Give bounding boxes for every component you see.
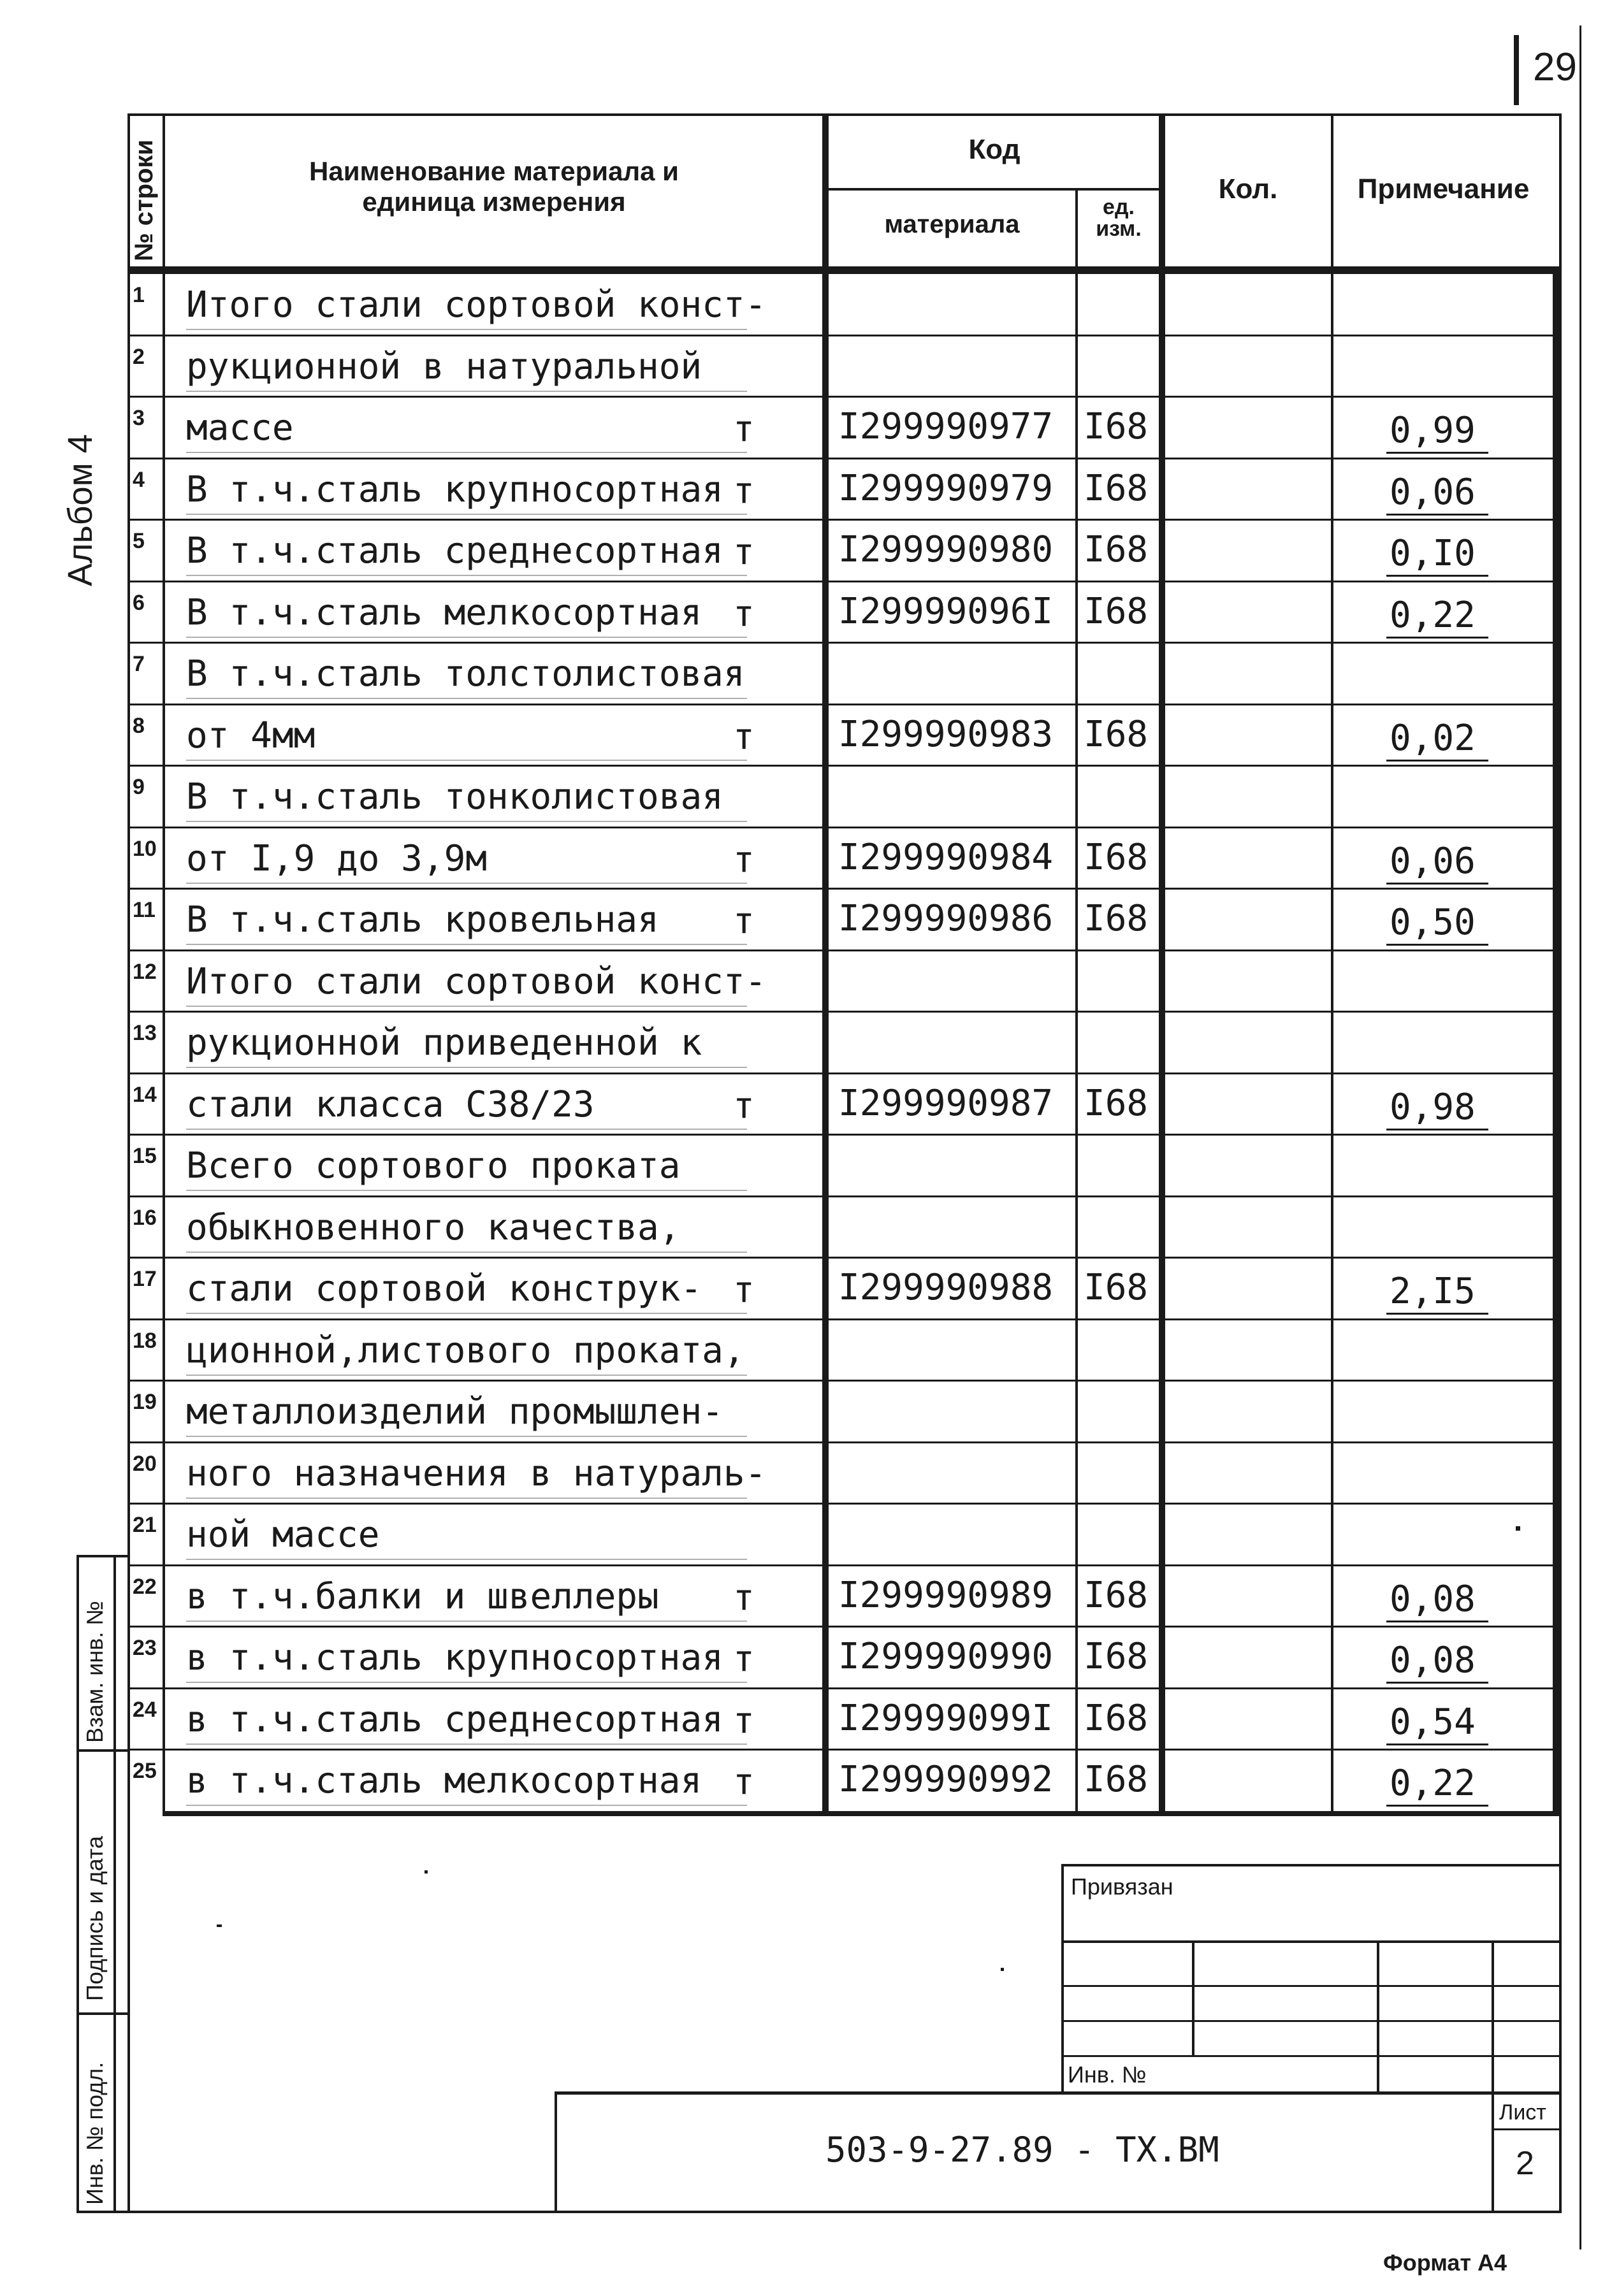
row-unit-code: I68 (1084, 1636, 1149, 1677)
row-note: 0,I0 (1390, 533, 1476, 574)
row-unit-code: I68 (1084, 1267, 1149, 1308)
row-number: 17 (133, 1267, 157, 1291)
row-unit-code: I68 (1084, 406, 1149, 447)
row-material-code: I299990977 (838, 406, 1054, 447)
row-material-code: I29999099I (838, 1697, 1054, 1739)
row-material-name: обыкновенного качества, (186, 1206, 681, 1248)
tb-designation: 503-9-27.89 - ТХ.ВМ (825, 2130, 1219, 2170)
row-material-code: I299990992 (838, 1759, 1054, 1800)
row-material-code: I29999096I (838, 590, 1054, 632)
row-material-name: рукционной в натуральной (186, 345, 702, 387)
speck-1 (1516, 1526, 1520, 1531)
tb-main-left (555, 2091, 557, 2213)
row-material-name: В т.ч.сталь мелкосортная (186, 591, 702, 633)
tb-privyazan-top (1061, 1864, 1562, 1866)
row-unit: т (733, 1700, 755, 1742)
row-material-name: В т.ч.сталь толстолистовая (186, 653, 745, 695)
row-separator (130, 1072, 1558, 1074)
row-number: 15 (133, 1144, 157, 1168)
row-material-code: I299990989 (838, 1574, 1054, 1616)
name-underline (186, 637, 747, 638)
header-material-name: Наименование материала и единица измерения (309, 156, 679, 217)
tb-inv-no: Инв. № (1068, 2061, 1147, 2088)
stamp-vzam-inv: Взам. инв. № (82, 1600, 108, 1743)
note-underline (1386, 1129, 1488, 1130)
tb-sheet-number: 2 (1516, 2145, 1534, 2182)
row-unit-code: I68 (1084, 1574, 1149, 1616)
row-note: 0,50 (1390, 902, 1476, 943)
note-underline (1386, 575, 1488, 577)
name-underline (186, 1559, 747, 1560)
table-left-border (127, 113, 130, 2213)
row-number: 9 (133, 775, 145, 799)
row-material-code: I299990983 (838, 713, 1054, 755)
name-underline (186, 1313, 747, 1314)
note-underline (1386, 883, 1488, 884)
page-format: Формат А4 (1383, 2249, 1507, 2276)
header-note: Примечание (1357, 173, 1530, 205)
row-separator (130, 1380, 1558, 1382)
note-underline (1386, 944, 1488, 946)
row-note: 0,22 (1390, 594, 1476, 636)
stamp-col-divider (113, 1555, 116, 2211)
qty-note-divider (1331, 113, 1333, 1816)
row-separator (130, 581, 1558, 582)
row-material-code: I299990980 (838, 529, 1054, 570)
row-note: 0,06 (1390, 840, 1476, 882)
row-note: 2,I5 (1390, 1271, 1476, 1312)
body-bottom-line (163, 1811, 1562, 1816)
row-separator (130, 642, 1558, 644)
row-number: 21 (133, 1513, 157, 1537)
name-underline (186, 1436, 747, 1437)
tb-row-1 (1061, 1940, 1562, 1943)
row-material-name: Итого стали сортовой конст- (186, 284, 767, 326)
row-separator (130, 1503, 1558, 1505)
name-underline (186, 1682, 747, 1683)
tb-sheet-line (1492, 2128, 1562, 2130)
name-underline (186, 575, 747, 576)
tb-main-top (555, 2091, 1562, 2095)
row-unit: т (733, 1085, 755, 1127)
row-material-name: металлоизделий промышлен- (186, 1391, 723, 1433)
tb-col-3 (1492, 1940, 1494, 2211)
row-unit-code: I68 (1084, 836, 1149, 878)
row-note: 0,02 (1390, 717, 1476, 759)
row-unit-code: I68 (1084, 467, 1149, 509)
row-separator (130, 827, 1558, 828)
name-underline (186, 1067, 747, 1068)
stamp-inv-podl: Инв. № подл. (82, 2061, 108, 2205)
row-number: 19 (133, 1390, 157, 1414)
row-material-code: I299990988 (838, 1267, 1054, 1308)
row-material-name: в т.ч.сталь среднесортная (186, 1698, 723, 1740)
note-underline (1386, 760, 1488, 762)
code-qty-divider (1159, 113, 1165, 1816)
name-underline (186, 391, 747, 392)
name-underline (186, 883, 747, 884)
row-material-name: В т.ч.сталь среднесортная (186, 530, 723, 572)
row-separator (130, 1134, 1558, 1136)
frame-bottom-border (127, 2211, 1562, 2213)
row-unit: т (733, 900, 755, 942)
note-underline (1386, 1805, 1488, 1807)
name-underline (186, 1498, 747, 1499)
header-row-number: № строки (130, 139, 158, 261)
row-material-name: от I,9 до 3,9м (186, 837, 488, 879)
row-material-name: стали класса С38/23 (186, 1083, 595, 1125)
row-number: 22 (133, 1574, 157, 1599)
page-number: 29 (1533, 45, 1577, 89)
name-underline (186, 944, 747, 945)
row-material-code: I299990984 (838, 836, 1054, 878)
row-note: 0,54 (1390, 1701, 1476, 1743)
row-material-name: ционной,листового проката, (186, 1329, 745, 1371)
stamp-sep-1 (76, 1749, 130, 1752)
row-material-code: I299990986 (838, 898, 1054, 939)
row-number: 7 (133, 652, 145, 676)
row-separator (130, 458, 1558, 459)
note-underline (1386, 452, 1488, 454)
row-unit: т (733, 408, 755, 450)
name-underline (186, 329, 747, 330)
note-underline (1386, 1313, 1488, 1315)
row-unit-code: I68 (1084, 590, 1149, 632)
row-separator (130, 1318, 1558, 1320)
row-material-code: I299990990 (838, 1636, 1054, 1677)
row-material-name: Итого стали сортовой конст- (186, 960, 767, 1002)
row-unit-code: I68 (1084, 898, 1149, 939)
stamp-sep-2 (76, 2012, 130, 2015)
row-separator (130, 949, 1558, 951)
name-underline (186, 760, 747, 761)
row-separator (130, 396, 1558, 398)
row-number: 11 (133, 898, 156, 922)
row-separator (130, 888, 1558, 890)
row-separator (130, 704, 1558, 705)
row-separator (130, 765, 1558, 767)
row-material-code: I299990987 (838, 1082, 1054, 1124)
album-label: Альбом 4 (61, 434, 99, 586)
row-material-name: стали сортовой конструк- (186, 1268, 702, 1310)
row-separator (130, 1564, 1558, 1566)
row-number: 4 (133, 467, 145, 492)
speck-3 (217, 1924, 222, 1927)
row-material-name: ной массе (186, 1514, 380, 1556)
row-unit-code: I68 (1084, 1082, 1149, 1124)
row-unit: т (733, 531, 755, 573)
speck-2 (425, 1870, 428, 1874)
name-underline (186, 1252, 747, 1253)
row-separator (130, 1257, 1558, 1259)
row-number: 18 (133, 1328, 157, 1353)
table-top-border (127, 113, 1562, 116)
row-material-name: В т.ч.сталь крупносортная (186, 468, 723, 510)
tb-sheet-label: Лист (1499, 2100, 1546, 2125)
header-quantity: Кол. (1218, 173, 1278, 205)
tb-col-2 (1377, 1940, 1379, 2093)
row-number: 20 (133, 1451, 157, 1476)
tb-privyazan-left (1061, 1864, 1064, 2093)
row-unit-code: I68 (1084, 713, 1149, 755)
row-number: 24 (133, 1697, 157, 1722)
code-left-border (822, 113, 829, 1816)
note-underline (1386, 637, 1488, 639)
name-underline (186, 698, 747, 699)
tb-row-4 (1061, 2055, 1562, 2057)
row-separator (130, 1749, 1558, 1751)
tb-privyazan: Привязан (1071, 1874, 1173, 1900)
row-unit: т (733, 839, 755, 881)
row-number: 3 (133, 406, 145, 430)
row-separator (130, 519, 1558, 521)
note-underline (1386, 1682, 1488, 1684)
row-separator (130, 1441, 1558, 1443)
row-number: 25 (133, 1759, 157, 1783)
name-underline (186, 514, 747, 515)
row-material-name: массе (186, 407, 294, 449)
edge-line (1579, 25, 1581, 2249)
row-unit: т (733, 593, 755, 635)
name-underline (186, 1375, 747, 1376)
row-separator (130, 1195, 1558, 1197)
row-separator (130, 1011, 1558, 1013)
row-material-name: в т.ч.балки и швеллеры (186, 1575, 659, 1617)
row-note: 0,22 (1390, 1763, 1476, 1804)
row-unit: т (733, 1269, 755, 1311)
row-number: 2 (133, 344, 145, 369)
code-unit-divider (1075, 188, 1078, 1816)
header-rowno-divider (163, 113, 165, 1816)
row-unit-code: I68 (1084, 529, 1149, 570)
row-note: 0,08 (1390, 1578, 1476, 1620)
stamp-outer-left (76, 1555, 79, 2211)
speck-4 (1001, 1968, 1004, 1971)
page-number-tick (1514, 35, 1519, 105)
row-material-name: В т.ч.сталь тонколистовая (186, 776, 723, 818)
row-number: 14 (133, 1082, 157, 1107)
tb-col-1 (1192, 1940, 1194, 2055)
stamp-bottom (76, 2211, 130, 2213)
note-underline (1386, 1621, 1488, 1622)
header-code: Код (968, 134, 1020, 165)
note-underline (1386, 1744, 1488, 1745)
row-number: 6 (133, 590, 145, 615)
code-subheader-line (825, 188, 1161, 191)
row-number: 5 (133, 529, 145, 553)
row-unit-code: I68 (1084, 1759, 1149, 1800)
row-unit: т (733, 470, 755, 512)
row-separator (130, 335, 1558, 336)
tb-row-3 (1061, 2020, 1562, 2022)
header-material-code: материала (884, 210, 1020, 238)
row-unit: т (733, 716, 755, 758)
row-unit: т (733, 1761, 755, 1803)
stamp-podpis-data: Подпись и дата (82, 1836, 108, 2001)
row-unit-code: I68 (1084, 1697, 1149, 1739)
row-number: 1 (133, 283, 145, 307)
name-underline (186, 1129, 747, 1130)
row-number: 16 (133, 1205, 157, 1230)
row-number: 13 (133, 1021, 157, 1045)
row-note: 0,98 (1390, 1086, 1476, 1128)
header-bottom-line (127, 266, 1562, 274)
row-number: 12 (133, 959, 157, 984)
tb-row-2 (1061, 1985, 1562, 1987)
row-material-code: I299990979 (838, 467, 1054, 509)
row-material-name: Всего сортового проката (186, 1145, 681, 1187)
header-unit-code: ед. изм. (1096, 195, 1142, 241)
row-number: 8 (133, 713, 145, 738)
name-underline (186, 452, 747, 453)
name-underline (186, 821, 747, 822)
row-unit: т (733, 1638, 755, 1680)
row-note: 0,06 (1390, 471, 1476, 513)
row-note: 0,08 (1390, 1640, 1476, 1681)
row-material-name: от 4мм (186, 714, 316, 756)
row-number: 10 (133, 836, 157, 861)
name-underline (186, 1805, 747, 1806)
row-note: 0,99 (1390, 410, 1476, 451)
name-underline (186, 1621, 747, 1622)
row-material-name: В т.ч.сталь кровельная (186, 899, 659, 941)
row-separator (130, 1687, 1558, 1689)
row-separator (130, 1626, 1558, 1628)
note-underline (1386, 514, 1488, 516)
body-right-border (1553, 266, 1560, 1816)
name-underline (186, 1744, 747, 1745)
name-underline (186, 1006, 747, 1007)
row-material-name: ного назначения в натураль- (186, 1452, 767, 1494)
row-unit: т (733, 1577, 755, 1619)
row-material-name: в т.ч.сталь мелкосортная (186, 1760, 702, 1801)
stamp-top (76, 1555, 130, 1557)
name-underline (186, 1190, 747, 1191)
row-number: 23 (133, 1636, 157, 1660)
row-material-name: рукционной приведенной к (186, 1022, 702, 1064)
row-material-name: в т.ч.сталь крупносортная (186, 1637, 723, 1679)
